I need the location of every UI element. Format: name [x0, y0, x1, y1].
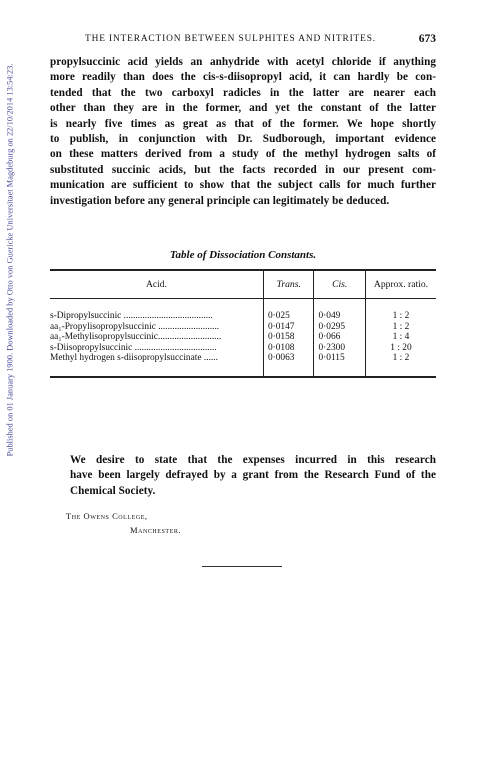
cell-cis: 0·2300	[314, 343, 365, 354]
header-trans: Trans.	[263, 270, 314, 299]
cell-cis: 0·0115	[314, 353, 365, 377]
download-notice-text: Published on 01 January 1900. Downloaded by Otto von Guericke Universitaet Magdeburg on 22/10/2014 13:54:23.	[5, 63, 15, 457]
end-rule	[202, 566, 282, 567]
paragraph-1	[50, 55, 436, 209]
download-notice	[0, 0, 20, 768]
table-caption: Table of Dissociation Constants.	[169, 249, 317, 261]
cell-cis: 0·066	[314, 332, 365, 343]
table-row	[50, 299, 436, 322]
paragraph-1-line: tended that the two carboxyl radicles in the latter are nearer each	[50, 86, 436, 99]
running-header	[50, 34, 436, 50]
paragraph-1-line: munication are sufficient to show that the subject calls for much further	[50, 179, 436, 192]
paragraph-1-line: propylsuccinic acid yields an anhydride with acetyl chloride if anything	[50, 56, 436, 68]
cell-cis: 0·049	[314, 299, 365, 322]
affiliation-college: The Owens College,	[66, 511, 148, 521]
header-ratio: Approx. ratio.	[365, 270, 436, 299]
cell-ratio: 1 : 4	[365, 332, 436, 343]
cell-ratio: 1 : 2	[365, 322, 436, 333]
header-cis: Cis.	[314, 270, 365, 299]
header-acid: Acid.	[145, 279, 167, 290]
table-header-row	[50, 270, 436, 299]
paragraph-2-line: We desire to state that the expenses incurred in this research	[70, 454, 436, 466]
cell-trans: 0·0108	[263, 343, 314, 354]
affiliation-city: Manchester.	[130, 525, 182, 535]
paragraph-1-line: investigation before any general principle can legitimately be deduced.	[50, 194, 390, 207]
dissociation-table	[50, 269, 436, 378]
paragraph-1-line: more readily than does the cis-s-diisopropyl acid, it can hardly be con-	[50, 71, 436, 84]
cell-acid: aa₁-Propylisopropylsuccinic ..........................	[50, 321, 220, 332]
paragraph-1-line: is nearly five times as great as that of the former. We hope shortly	[50, 117, 436, 130]
cell-acid: s-Diisopropylsuccinic ...................................	[50, 342, 217, 353]
running-title: THE INTERACTION BETWEEN SULPHITES AND NITRITES.	[85, 34, 376, 44]
cell-trans: 0·0158	[263, 332, 314, 343]
paragraph-1-line: substituted succinic acids, but the facts recorded in our present com-	[50, 163, 436, 176]
cell-trans: 0·0063	[263, 353, 314, 377]
paragraph-2	[50, 453, 436, 499]
paragraph-1-line: other than they are in the former, and yet the constant of the latter	[50, 102, 436, 115]
cell-acid: aa₁-Methylisopropylsuccinic...........................	[50, 332, 222, 342]
cell-trans: 0·0147	[263, 322, 314, 333]
cell-ratio: 1 : 2	[365, 353, 436, 377]
paragraph-2-line: have been largely defrayed by a grant from the Research Fund of the	[70, 469, 436, 482]
table-row	[50, 353, 436, 377]
cell-acid: s-Dipropylsuccinic ......................................	[50, 311, 213, 321]
paragraph-2-line: Chemical Society.	[70, 484, 156, 497]
cell-trans: 0·025	[263, 299, 314, 322]
page-number: 673	[418, 33, 436, 45]
cell-ratio: 1 : 20	[365, 343, 436, 354]
table-row	[50, 343, 436, 354]
paragraph-1-line: to publish, in conjunction with Dr. Sudborough, important evidence	[50, 133, 436, 146]
cell-ratio: 1 : 2	[365, 299, 436, 322]
table-row	[50, 322, 436, 333]
paragraph-1-line: on these matters derived from a study of the methyl hydrogen salts of	[50, 148, 436, 161]
table-row	[50, 332, 436, 343]
cell-acid: Methyl hydrogen s-diisopropylsuccinate ......	[50, 353, 218, 363]
cell-cis: 0·0295	[314, 322, 365, 333]
